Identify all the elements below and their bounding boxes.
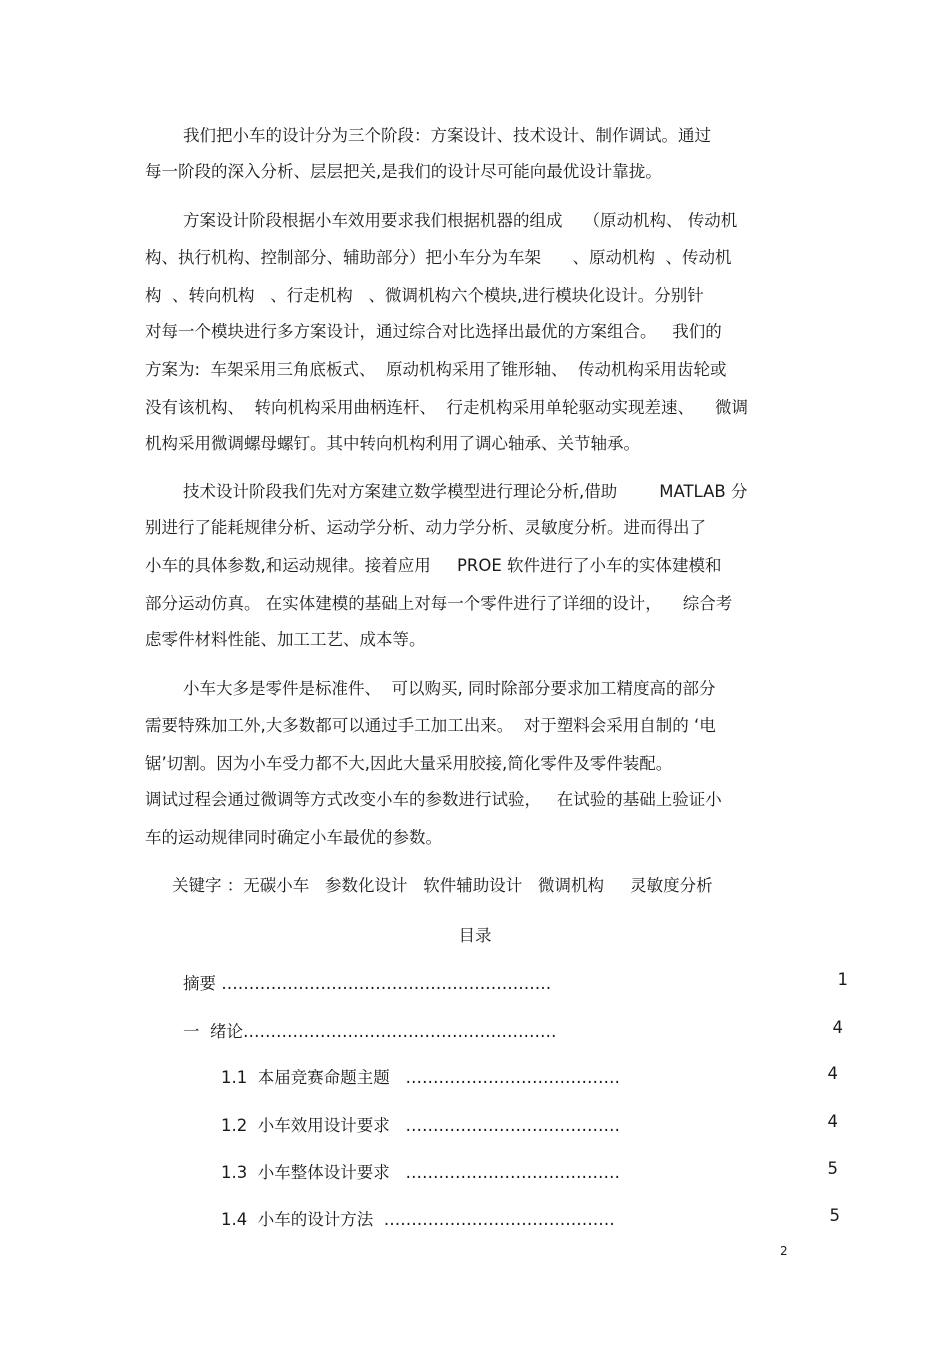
- body-line: 方案设计阶段根据小车效用要求我们根据机器的组成 （原动机构、 传动机: [183, 211, 738, 230]
- page-number: 2: [780, 1244, 788, 1258]
- toc-entry-page: 5: [827, 1159, 838, 1178]
- body-line: 机构采用微调螺母螺钉。其中转向机构利用了调心轴承、关节轴承。: [145, 434, 640, 453]
- toc-entry-page: 4: [827, 1112, 838, 1131]
- toc-entry-page: 1: [837, 970, 848, 989]
- body-line: 构、执行机构、控制部分、辅助部分）把小车分为车架 、原动机构 、传动机: [145, 248, 732, 267]
- toc-entry-label[interactable]: 摘要 ……………………………………………………: [183, 974, 552, 993]
- toc-entry-label[interactable]: 1.1 本届竞赛命题主题 …………………………………: [221, 1068, 620, 1087]
- body-line: 没有该机构、 转向机构采用曲柄连杆、 行走机构采用单轮驱动实现差速、 微调: [145, 398, 748, 417]
- body-line: 技术设计阶段我们先对方案建立数学模型进行理论分析,借助 MATLAB 分: [183, 482, 748, 501]
- body-line: 部分运动仿真。 在实体建模的基础上对每一个零件进行了详细的设计， 综合考: [145, 594, 733, 613]
- toc-entry-label[interactable]: 1.3 小车整体设计要求 …………………………………: [221, 1163, 620, 1182]
- body-line: 每一阶段的深入分析、层层把关,是我们的设计尽可能向最优设计靠拢。: [145, 162, 662, 181]
- toc-entry-label[interactable]: 1.2 小车效用设计要求 …………………………………: [221, 1116, 620, 1135]
- body-line: 需要特殊加工外,大多数都可以通过手工加工出来。 对于塑料会采用自制的 ‘电: [145, 716, 716, 735]
- toc-entry-label[interactable]: 1.4 小车的设计方法 ……………………………………: [221, 1210, 615, 1229]
- body-line: 虑零件材料性能、加工工艺、成本等。: [145, 630, 426, 649]
- toc-entry-page: 4: [827, 1064, 838, 1083]
- body-line: 锯’切割。因为小车受力都不大,因此大量采用胶接,简化零件及零件装配。: [145, 754, 673, 773]
- body-line: 构 、转向机构 、行走机构 、微调机构六个模块,进行模块化设计。分别针: [145, 286, 704, 305]
- body-line: 调试过程会通过微调等方式改变小车的参数进行试验， 在试验的基础上验证小: [145, 790, 722, 809]
- body-line: 方案为: 车架采用三角底板式、 原动机构采用了锥形轴、 传动机构采用齿轮或: [145, 360, 727, 379]
- body-line: 我们把小车的设计分为三个阶段：方案设计、技术设计、制作调试。通过: [183, 126, 711, 145]
- toc-entry-page: 4: [832, 1018, 843, 1037]
- body-line: 小车大多是零件是标准件、 可以购买, 同时除部分要求加工精度高的部分: [183, 679, 716, 698]
- keywords: 关键字 ：无碳小车 参数化设计 软件辅助设计 微调机构 灵敏度分析: [172, 876, 713, 895]
- toc-entry-label[interactable]: 一 绪论…………………………………………………: [183, 1022, 557, 1041]
- toc-title: 目录: [458, 926, 492, 945]
- body-line: 对每一个模块进行多方案设计，通过综合对比选择出最优的方案组合。 我们的: [145, 322, 722, 341]
- toc-entry-page: 5: [829, 1206, 840, 1225]
- body-line: 车的运动规律同时确定小车最优的参数。: [145, 828, 442, 847]
- body-line: 别进行了能耗规律分析、运动学分析、动力学分析、灵敏度分析。进而得出了: [145, 518, 706, 537]
- body-line: 小车的具体参数,和运动规律。接着应用 PROE 软件进行了小车的实体建模和: [145, 556, 722, 575]
